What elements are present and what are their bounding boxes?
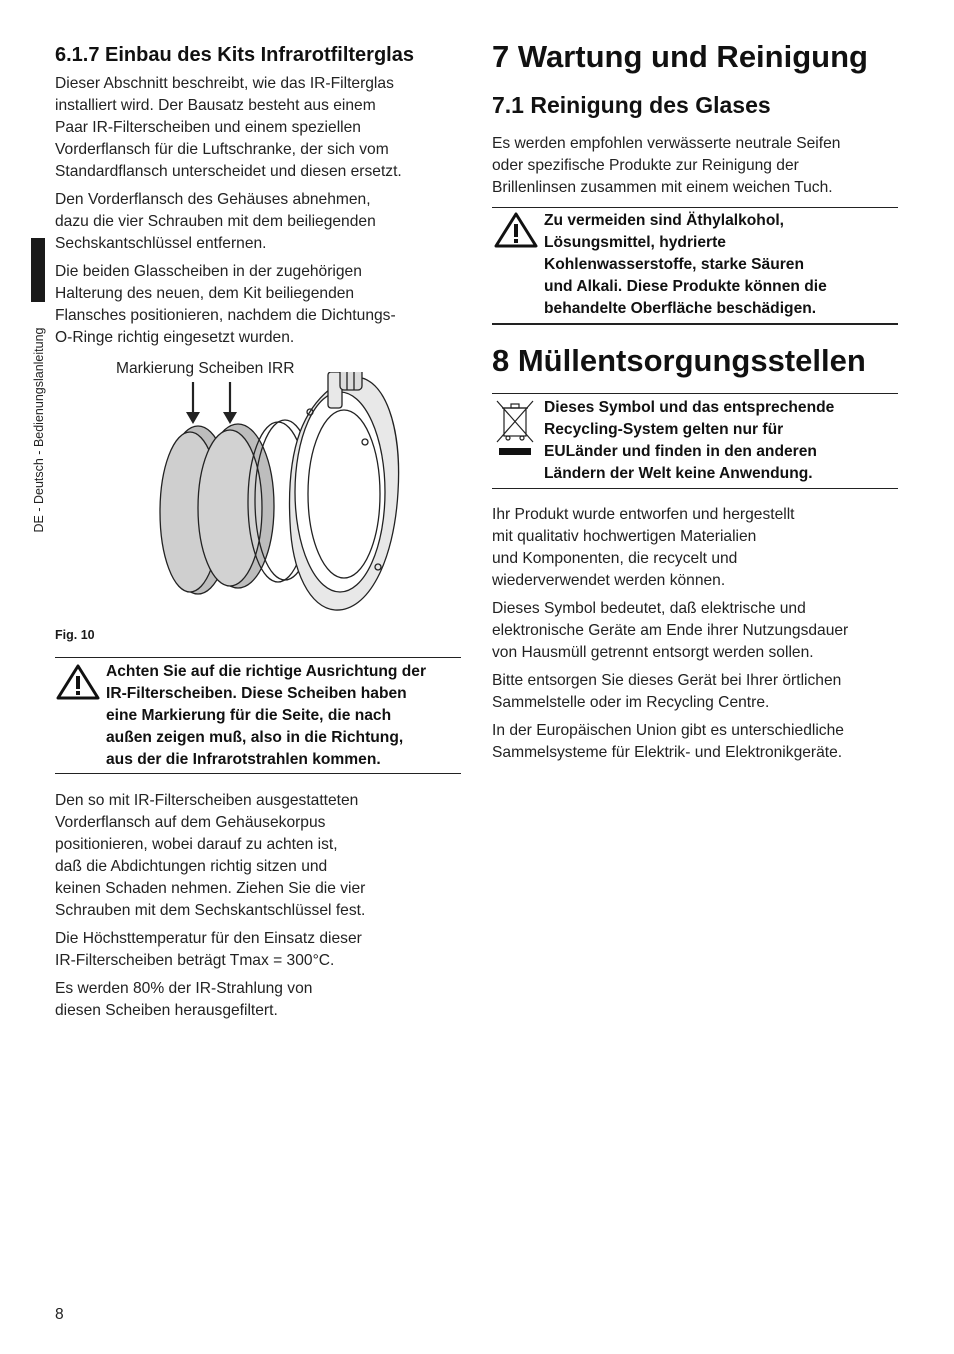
paragraph-line: IR-Filterscheiben beträgt Tmax = 300°C. [55, 952, 335, 969]
paragraph-line: Vorderflansch auf dem Gehäusekorpus [55, 814, 326, 831]
warning-line: eine Markierung für die Seite, die nach [106, 707, 392, 724]
paragraph-line: Ihr Produkt wurde entworfen und hergestellt [492, 506, 795, 523]
paragraph-line: und Komponenten, die recycelt und [492, 550, 738, 567]
paragraph-line: dazu die vier Schrauben mit dem beiliegenden [55, 213, 376, 230]
notice-line: EULänder und finden in den anderen [544, 443, 817, 460]
figure-label: Markierung Scheiben IRR [116, 360, 295, 377]
paragraph-line: Den so mit IR-Filterscheiben ausgestatteten [55, 792, 359, 809]
warning-top-rule [492, 207, 898, 208]
warning-line: Achten Sie auf die richtige Ausrichtung der [106, 663, 427, 680]
section-heading-7-1: 7.1 Reinigung des Glases [492, 92, 771, 118]
crossed-out-wheelie-bin-icon [495, 398, 535, 458]
paragraph-line: oder spezifische Produkte zur Reinigung der [492, 157, 799, 174]
paragraph-line: wiederverwendet werden können. [492, 572, 726, 589]
paragraph-line: diesen Scheiben herausgefiltert. [55, 1002, 278, 1019]
notice-line: Dieses Symbol und das entsprechende [544, 399, 835, 416]
paragraph-line: elektronische Geräte am Ende ihrer Nutzungsdauer [492, 622, 849, 639]
chapter-heading-7: 7 Wartung und Reinigung [492, 39, 868, 74]
warning-line: behandelte Oberfläche beschädigen. [544, 300, 817, 317]
paragraph-line: Die Höchsttemperatur für den Einsatz dieser [55, 930, 362, 947]
warning-triangle-icon [494, 212, 538, 248]
paragraph-line: Brillenlinsen zusammen mit einem weichen Tuch. [492, 179, 833, 196]
paragraph-line: Flansches positionieren, nachdem die Dichtungs- [55, 307, 396, 324]
side-tab-label: DE - Deutsch - Bedienungslanleitung [32, 327, 46, 533]
paragraph-line: Es werden 80% der IR-Strahlung von [55, 980, 313, 997]
chapter-heading-8: 8 Müllentsorgungsstellen [492, 343, 866, 378]
paragraph-line: Den Vorderflansch des Gehäuses abnehmen, [55, 191, 371, 208]
warning-line: Zu vermeiden sind Äthylalkohol, [544, 212, 785, 229]
notice-bottom-rule [492, 488, 898, 489]
warning-line: außen zeigen muß, also in die Richtung, [106, 729, 404, 746]
paragraph-line: Vorderflansch für die Luftschranke, der sich vom [55, 141, 389, 158]
ir-filter-flange-illustration [140, 372, 410, 622]
paragraph-line: Sechskantschlüssel entfernen. [55, 235, 267, 252]
page-number: 8 [55, 1306, 64, 1323]
paragraph-line: Paar IR-Filterscheiben und einem speziellen [55, 119, 361, 136]
warning-line: Kohlenwasserstoffe, starke Säuren [544, 256, 804, 273]
warning-bottom-rule [55, 773, 461, 774]
paragraph-line: Sammelstelle oder im Recycling Centre. [492, 694, 770, 711]
paragraph-line: Es werden empfohlen verwässerte neutrale Seifen [492, 135, 841, 152]
warning-top-rule [55, 657, 461, 658]
warning-line: Lösungsmittel, hydrierte [544, 234, 726, 251]
paragraph-line: Halterung des neuen, dem Kit beiliegenden [55, 285, 355, 302]
paragraph-line: Dieses Symbol bedeutet, daß elektrische und [492, 600, 806, 617]
side-tab-marker [31, 238, 45, 302]
paragraph-line: Dieser Abschnitt beschreibt, wie das IR-Filterglas [55, 75, 394, 92]
paragraph-line: von Hausmüll getrennt entsorgt werden sollen. [492, 644, 814, 661]
notice-line: Recycling-System gelten nur für [544, 421, 784, 438]
paragraph-line: Die beiden Glasscheiben in der zugehörigen [55, 263, 362, 280]
paragraph-line: mit qualitativ hochwertigen Materialien [492, 528, 757, 545]
paragraph-line: installiert wird. Der Bausatz besteht aus einem [55, 97, 376, 114]
paragraph-line: daß die Abdichtungen richtig sitzen und [55, 858, 328, 875]
paragraph-line: In der Europäischen Union gibt es unterschiedliche [492, 722, 844, 739]
warning-triangle-icon [56, 664, 100, 700]
paragraph-line: Standardflansch unterscheidet und diesen ersetzt. [55, 163, 402, 180]
paragraph-line: positionieren, wobei darauf zu achten ist, [55, 836, 338, 853]
warning-line: aus der die Infrarotstrahlen kommen. [106, 751, 381, 768]
paragraph-line: keinen Schaden nehmen. Ziehen Sie die vier [55, 880, 366, 897]
warning-bottom-rule [492, 323, 898, 325]
warning-line: und Alkali. Diese Produkte können die [544, 278, 827, 295]
paragraph-line: Bitte entsorgen Sie dieses Gerät bei Ihrer örtlichen [492, 672, 842, 689]
notice-line: Ländern der Welt keine Anwendung. [544, 465, 813, 482]
figure-caption: Fig. 10 [55, 628, 95, 642]
paragraph-line: Sammelsysteme für Elektrik- und Elektronikgeräte. [492, 744, 843, 761]
paragraph-line: Schrauben mit dem Sechskantschlüssel fest. [55, 902, 366, 919]
warning-line: IR-Filterscheiben. Diese Scheiben haben [106, 685, 407, 702]
section-heading-6-1-7: 6.1.7 Einbau des Kits Infrarotfilterglas [55, 44, 414, 66]
notice-top-rule [492, 393, 898, 394]
paragraph-line: O-Ringe richtig eingesetzt wurden. [55, 329, 295, 346]
